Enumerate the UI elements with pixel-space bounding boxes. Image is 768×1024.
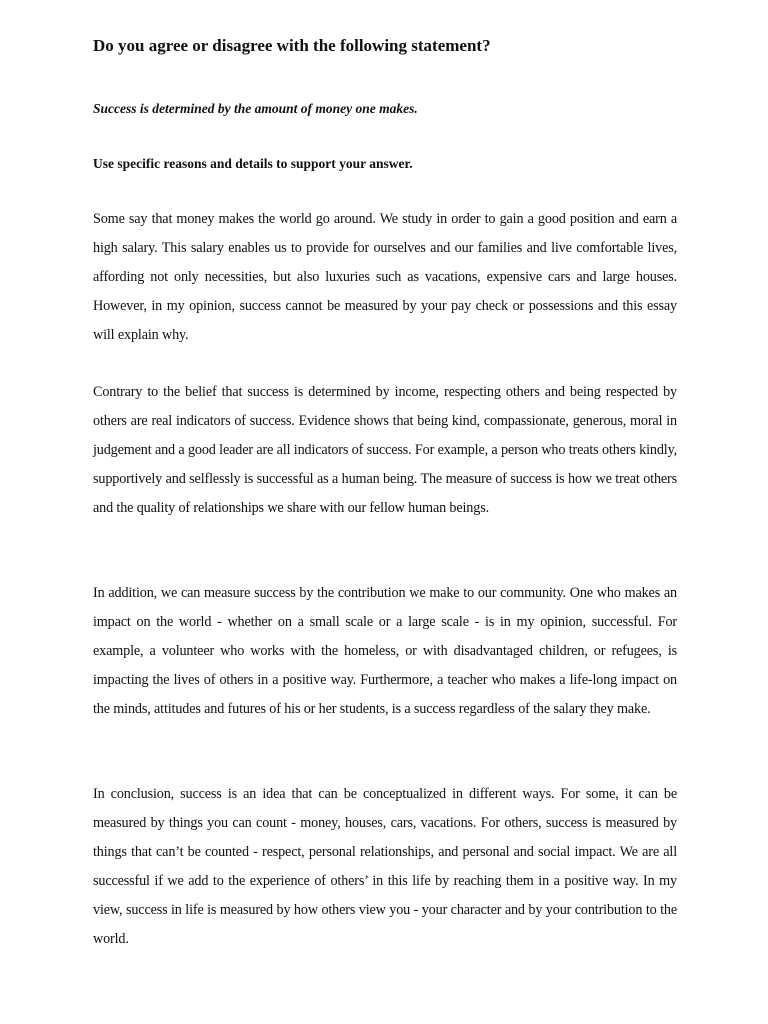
essay-instruction: Use specific reasons and details to support your answer. xyxy=(93,156,413,171)
paragraph-introduction: Some say that money makes the world go around. We study in order to gain a good position and earn a high salary. This salary enables us to provide for ourselves and our families and live comfortable lives, affording not only necessities, but also luxuries such as vacations, expensive cars and large houses. However, in my opinion, success cannot be measured by your pay check or possessions and this essay will explain why. xyxy=(93,211,677,343)
paragraph-body-respect: Contrary to the belief that success is determined by income, respecting others and being respected by others are real indicators of success. Evidence shows that being kind, compassionate, generous, moral in judgement and a good leader are all indicators of success. For example, a person who treats others kindly, supportively and selflessly is successful as a human being. The measure of success is how we treat others and the quality of relationships we share with our fellow human beings. xyxy=(93,384,677,516)
document-heading: Do you agree or disagree with the following statement? xyxy=(93,36,491,55)
essay-statement: Success is determined by the amount of money one makes. xyxy=(93,101,418,116)
paragraph-body-contribution: In addition, we can measure success by the contribution we make to our community. One who makes an impact on the world - whether on a small scale or a large scale - is in my opinion, successful. For example, a volunteer who works with the homeless, or with disadvantaged children, or refugees, is impacting the lives of others in a positive way. Furthermore, a teacher who makes a life-long impact on the minds, attitudes and futures of his or her students, is a success regardless of the salary they make. xyxy=(93,585,677,717)
paragraph-conclusion: In conclusion, success is an idea that can be conceptualized in different ways. For some, it can be measured by things you can count - money, houses, cars, vacations. For others, success is measured by things that can’t be counted - respect, personal relationships, and personal and social impact. We are all successful if we add to the experience of others’ in this life by reaching them in a positive way. In my view, success in life is measured by how others view you - your character and by your contribution to the world. xyxy=(93,786,677,947)
